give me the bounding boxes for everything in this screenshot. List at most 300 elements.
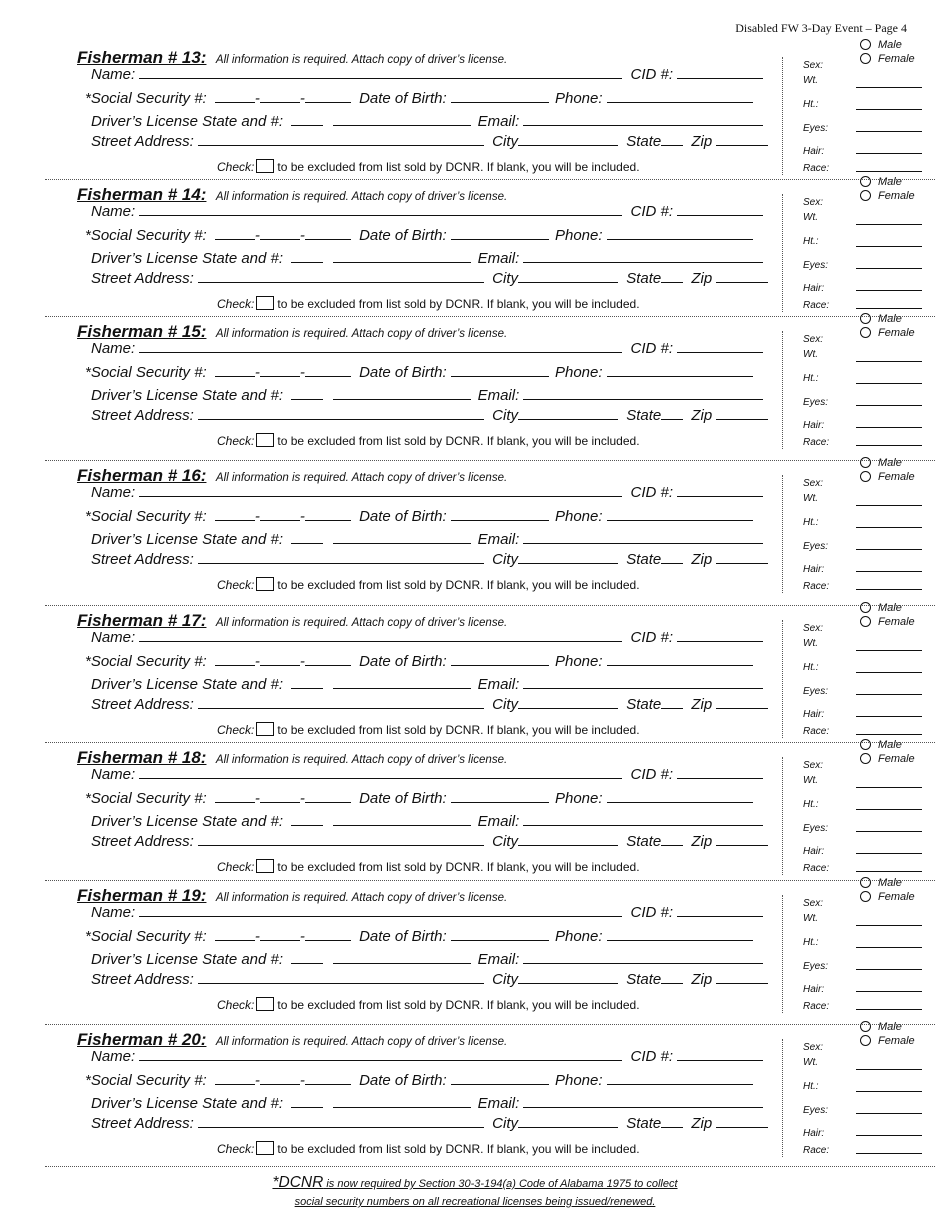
female-radio[interactable] [860, 327, 871, 338]
ht-label: Ht.: [803, 236, 819, 247]
dl-label: Driver’s License State and #: [91, 1095, 284, 1112]
zip-field[interactable] [716, 695, 768, 709]
street-field[interactable] [198, 406, 484, 420]
cid-field[interactable] [677, 903, 763, 917]
physical-description [800, 602, 935, 743]
dl-state-field[interactable] [291, 812, 323, 826]
male-option[interactable] [860, 313, 902, 325]
dl-label: Driver’s License State and #: [91, 531, 284, 548]
dl-label: Driver’s License State and #: [91, 113, 284, 130]
state-label: State [626, 407, 662, 424]
male-radio[interactable] [860, 176, 871, 187]
ssn-field-2[interactable] [260, 226, 300, 240]
ssn-field-2[interactable] [260, 507, 300, 521]
dl-state-field[interactable] [291, 249, 323, 263]
exclude-checkbox[interactable] [256, 997, 274, 1011]
street-field[interactable] [198, 695, 484, 709]
ssn-row: *Social Security #: - - Date of Birth: Phone: [85, 927, 753, 945]
phone-field[interactable] [607, 652, 753, 666]
zip-field[interactable] [716, 1114, 768, 1128]
zip-field[interactable] [716, 269, 768, 283]
name-field[interactable] [139, 202, 622, 216]
ht-field[interactable] [856, 383, 922, 384]
cid-field[interactable] [677, 65, 763, 79]
state-field[interactable] [661, 970, 683, 984]
ssn-field-1[interactable] [215, 789, 255, 803]
email-field[interactable] [523, 675, 763, 689]
section-number: Fisherman # 14: [77, 185, 207, 204]
city-field[interactable] [518, 832, 618, 846]
eyes-label: Eyes: [803, 260, 829, 271]
eyes-field[interactable] [856, 131, 922, 132]
dl-state-field[interactable] [291, 112, 323, 126]
ht-label: Ht.: [803, 517, 819, 528]
ht-field[interactable] [856, 809, 922, 810]
section-separator [45, 316, 935, 317]
street-field[interactable] [198, 1114, 484, 1128]
ssn-row: *Social Security #: - - Date of Birth: Phone: [85, 363, 753, 381]
exclude-row [217, 1141, 640, 1156]
hair-field[interactable] [856, 1135, 922, 1136]
section-note: All information is required. Attach copy of driver’s license. [215, 754, 508, 766]
male-option[interactable] [860, 39, 902, 51]
eyes-field[interactable] [856, 831, 922, 832]
name-field[interactable] [139, 903, 622, 917]
female-radio[interactable] [860, 753, 871, 764]
city-label: City [492, 971, 519, 988]
ssn-field-3[interactable] [305, 927, 351, 941]
hair-label: Hair: [803, 146, 825, 157]
female-option[interactable] [860, 190, 915, 202]
male-radio[interactable] [860, 313, 871, 324]
female-radio[interactable] [860, 616, 871, 627]
female-label: Female [878, 616, 915, 628]
ssn-field-1[interactable] [215, 927, 255, 941]
zip-label: Zip [691, 133, 713, 150]
dl-state-field[interactable] [291, 950, 323, 964]
dob-field[interactable] [451, 507, 549, 521]
zip-label: Zip [691, 551, 713, 568]
ssn-row: *Social Security #: - - Date of Birth: Phone: [85, 652, 753, 670]
female-radio[interactable] [860, 190, 871, 201]
name-row [91, 903, 763, 921]
male-option[interactable] [860, 602, 902, 614]
fisherman-section-5 [45, 602, 935, 743]
check-label: Check: [217, 998, 255, 1012]
hair-field[interactable] [856, 991, 922, 992]
dob-field[interactable] [451, 789, 549, 803]
female-option[interactable] [860, 616, 915, 628]
female-radio[interactable] [860, 53, 871, 64]
email-label: Email: [477, 387, 520, 404]
dl-number-field[interactable] [333, 249, 471, 263]
ssn-field-3[interactable] [305, 1071, 351, 1085]
email-field[interactable] [523, 249, 763, 263]
column-divider [782, 57, 783, 175]
ssn-field-1[interactable] [215, 363, 255, 377]
physical-description [800, 176, 935, 317]
check-text: to be excluded from list sold by DCNR. If blank, you will be included. [277, 160, 640, 174]
wt-field[interactable] [856, 925, 922, 926]
exclude-checkbox[interactable] [256, 577, 274, 591]
name-row [91, 483, 763, 501]
state-field[interactable] [661, 269, 683, 283]
email-label: Email: [477, 250, 520, 267]
dob-field[interactable] [451, 927, 549, 941]
name-label: Name: [91, 1048, 136, 1065]
female-option[interactable] [860, 891, 915, 903]
dob-label: Date of Birth: [359, 1072, 447, 1089]
phone-field[interactable] [607, 927, 753, 941]
state-field[interactable] [661, 832, 683, 846]
dl-number-field[interactable] [333, 112, 471, 126]
email-field[interactable] [523, 950, 763, 964]
eyes-field[interactable] [856, 268, 922, 269]
address-row [91, 832, 768, 850]
dl-row [91, 675, 763, 693]
ssn-label: *Social Security #: [85, 928, 207, 945]
dl-number-field[interactable] [333, 950, 471, 964]
dl-number-field[interactable] [333, 812, 471, 826]
city-label: City [492, 833, 519, 850]
section-separator [45, 179, 935, 180]
section-number: Fisherman # 17: [77, 611, 207, 630]
dob-label: Date of Birth: [359, 928, 447, 945]
ssn-label: *Social Security #: [85, 364, 207, 381]
sex-label: Sex: [803, 197, 824, 208]
dl-state-field[interactable] [291, 530, 323, 544]
city-field[interactable] [518, 269, 618, 283]
cid-label: CID #: [630, 629, 674, 646]
dl-state-field[interactable] [291, 1094, 323, 1108]
race-field[interactable] [856, 308, 922, 309]
phone-label: Phone: [554, 1072, 603, 1089]
race-field[interactable] [856, 1009, 922, 1010]
exclude-checkbox[interactable] [256, 859, 274, 873]
cid-field[interactable] [677, 339, 763, 353]
check-text: to be excluded from list sold by DCNR. If blank, you will be included. [277, 297, 640, 311]
street-label: Street Address: [91, 551, 194, 568]
ht-field[interactable] [856, 672, 922, 673]
email-field[interactable] [523, 1094, 763, 1108]
ssn-field-1[interactable] [215, 652, 255, 666]
street-field[interactable] [198, 132, 484, 146]
dl-row [91, 1094, 763, 1112]
zip-field[interactable] [716, 406, 768, 420]
male-radio[interactable] [860, 877, 871, 888]
race-field[interactable] [856, 445, 922, 446]
eyes-field[interactable] [856, 969, 922, 970]
female-option[interactable] [860, 327, 915, 339]
check-text: to be excluded from list sold by DCNR. If blank, you will be included. [277, 860, 640, 874]
zip-label: Zip [691, 1115, 713, 1132]
female-radio[interactable] [860, 471, 871, 482]
column-divider [782, 475, 783, 593]
exclude-checkbox[interactable] [256, 159, 274, 173]
ssn-field-2[interactable] [260, 652, 300, 666]
exclude-checkbox[interactable] [256, 1141, 274, 1155]
ht-field[interactable] [856, 1091, 922, 1092]
ssn-field-1[interactable] [215, 89, 255, 103]
state-field[interactable] [661, 132, 683, 146]
ssn-field-1[interactable] [215, 507, 255, 521]
race-field[interactable] [856, 871, 922, 872]
ht-field[interactable] [856, 109, 922, 110]
male-option[interactable] [860, 176, 902, 188]
address-row [91, 132, 768, 150]
check-label: Check: [217, 297, 255, 311]
sex-label: Sex: [803, 1042, 824, 1053]
city-field[interactable] [518, 1114, 618, 1128]
hair-field[interactable] [856, 153, 922, 154]
section-number: Fisherman # 16: [77, 466, 207, 485]
dob-field[interactable] [451, 652, 549, 666]
wt-field[interactable] [856, 1069, 922, 1070]
exclude-row [217, 859, 640, 874]
cid-field[interactable] [677, 765, 763, 779]
street-field[interactable] [198, 269, 484, 283]
physical-description [800, 313, 935, 454]
dl-row [91, 112, 763, 130]
dob-field[interactable] [451, 1071, 549, 1085]
ssn-label: *Social Security #: [85, 227, 207, 244]
eyes-field[interactable] [856, 1113, 922, 1114]
female-label: Female [878, 1035, 915, 1047]
male-radio[interactable] [860, 1021, 871, 1032]
phone-field[interactable] [607, 507, 753, 521]
state-field[interactable] [661, 550, 683, 564]
female-option[interactable] [860, 471, 915, 483]
ssn-field-2[interactable] [260, 1071, 300, 1085]
race-label: Race: [803, 300, 830, 311]
name-label: Name: [91, 484, 136, 501]
race-field[interactable] [856, 734, 922, 735]
wt-field[interactable] [856, 650, 922, 651]
city-field[interactable] [518, 970, 618, 984]
exclude-row [217, 296, 640, 311]
dl-state-field[interactable] [291, 675, 323, 689]
name-field[interactable] [139, 765, 622, 779]
wt-field[interactable] [856, 361, 922, 362]
state-label: State [626, 1115, 662, 1132]
name-field[interactable] [139, 483, 622, 497]
check-label: Check: [217, 1142, 255, 1156]
female-radio[interactable] [860, 1035, 871, 1046]
phone-label: Phone: [554, 790, 603, 807]
email-field[interactable] [523, 530, 763, 544]
female-option[interactable] [860, 53, 915, 65]
wt-field[interactable] [856, 787, 922, 788]
ssn-field-2[interactable] [260, 363, 300, 377]
wt-field[interactable] [856, 87, 922, 88]
ht-field[interactable] [856, 947, 922, 948]
city-field[interactable] [518, 132, 618, 146]
exclude-checkbox[interactable] [256, 433, 274, 447]
check-label: Check: [217, 434, 255, 448]
ht-label: Ht.: [803, 662, 819, 673]
street-label: Street Address: [91, 1115, 194, 1132]
name-row [91, 765, 763, 783]
email-field[interactable] [523, 112, 763, 126]
ht-label: Ht.: [803, 1081, 819, 1092]
ssn-field-3[interactable] [305, 507, 351, 521]
male-radio[interactable] [860, 739, 871, 750]
city-field[interactable] [518, 550, 618, 564]
check-label: Check: [217, 160, 255, 174]
footer-text-2: social security numbers on all recreational licenses being issued/renewed. [294, 1196, 656, 1208]
phone-field[interactable] [607, 1071, 753, 1085]
ssn-field-3[interactable] [305, 789, 351, 803]
email-label: Email: [477, 531, 520, 548]
race-field[interactable] [856, 1153, 922, 1154]
female-label: Female [878, 327, 915, 339]
section-note: All information is required. Attach copy of driver’s license. [215, 328, 508, 340]
exclude-checkbox[interactable] [256, 296, 274, 310]
dob-label: Date of Birth: [359, 790, 447, 807]
dl-label: Driver’s License State and #: [91, 951, 284, 968]
ssn-row: *Social Security #: - - Date of Birth: Phone: [85, 507, 753, 525]
name-field[interactable] [139, 1047, 622, 1061]
ssn-field-3[interactable] [305, 89, 351, 103]
city-label: City [492, 133, 519, 150]
ssn-field-1[interactable] [215, 226, 255, 240]
exclude-checkbox[interactable] [256, 722, 274, 736]
dob-field[interactable] [451, 89, 549, 103]
dl-state-field[interactable] [291, 386, 323, 400]
check-label: Check: [217, 860, 255, 874]
cid-label: CID #: [630, 203, 674, 220]
ssn-row: *Social Security #: - - Date of Birth: Phone: [85, 226, 753, 244]
street-field[interactable] [198, 550, 484, 564]
dob-field[interactable] [451, 226, 549, 240]
state-field[interactable] [661, 406, 683, 420]
section-separator [45, 1024, 935, 1025]
exclude-row [217, 159, 640, 174]
dl-number-field[interactable] [333, 386, 471, 400]
dl-number-field[interactable] [333, 675, 471, 689]
male-option[interactable] [860, 457, 902, 469]
cid-field[interactable] [677, 628, 763, 642]
race-label: Race: [803, 863, 830, 874]
address-row [91, 970, 768, 988]
check-text: to be excluded from list sold by DCNR. If blank, you will be included. [277, 434, 640, 448]
female-option[interactable] [860, 753, 915, 765]
ssn-field-2[interactable] [260, 89, 300, 103]
section-separator [45, 460, 935, 461]
male-radio[interactable] [860, 457, 871, 468]
cid-field[interactable] [677, 1047, 763, 1061]
cid-field[interactable] [677, 202, 763, 216]
dob-field[interactable] [451, 363, 549, 377]
zip-field[interactable] [716, 832, 768, 846]
street-field[interactable] [198, 832, 484, 846]
ssn-field-3[interactable] [305, 226, 351, 240]
ht-field[interactable] [856, 246, 922, 247]
section-number: Fisherman # 19: [77, 886, 207, 905]
fisherman-section-3 [45, 313, 935, 454]
physical-description [800, 877, 935, 1018]
hair-field[interactable] [856, 427, 922, 428]
state-label: State [626, 133, 662, 150]
column-divider [782, 194, 783, 312]
wt-field[interactable] [856, 224, 922, 225]
phone-field[interactable] [607, 789, 753, 803]
eyes-field[interactable] [856, 405, 922, 406]
check-text: to be excluded from list sold by DCNR. If blank, you will be included. [277, 723, 640, 737]
name-field[interactable] [139, 65, 622, 79]
street-field[interactable] [198, 970, 484, 984]
ssn-field-3[interactable] [305, 363, 351, 377]
dl-number-field[interactable] [333, 1094, 471, 1108]
eyes-field[interactable] [856, 694, 922, 695]
name-label: Name: [91, 629, 136, 646]
male-option[interactable] [860, 877, 902, 889]
zip-field[interactable] [716, 132, 768, 146]
dl-number-field[interactable] [333, 530, 471, 544]
street-label: Street Address: [91, 971, 194, 988]
male-radio[interactable] [860, 39, 871, 50]
ht-field[interactable] [856, 527, 922, 528]
female-option[interactable] [860, 1035, 915, 1047]
phone-field[interactable] [607, 89, 753, 103]
eyes-field[interactable] [856, 549, 922, 550]
wt-field[interactable] [856, 505, 922, 506]
state-field[interactable] [661, 695, 683, 709]
race-field[interactable] [856, 589, 922, 590]
name-field[interactable] [139, 628, 622, 642]
female-radio[interactable] [860, 891, 871, 902]
city-field[interactable] [518, 695, 618, 709]
ssn-field-1[interactable] [215, 1071, 255, 1085]
column-divider [782, 895, 783, 1013]
male-radio[interactable] [860, 602, 871, 613]
eyes-label: Eyes: [803, 541, 829, 552]
phone-field[interactable] [607, 363, 753, 377]
cid-field[interactable] [677, 483, 763, 497]
race-field[interactable] [856, 171, 922, 172]
email-field[interactable] [523, 812, 763, 826]
email-field[interactable] [523, 386, 763, 400]
name-field[interactable] [139, 339, 622, 353]
eyes-label: Eyes: [803, 686, 829, 697]
zip-field[interactable] [716, 550, 768, 564]
hair-field[interactable] [856, 853, 922, 854]
zip-label: Zip [691, 407, 713, 424]
state-field[interactable] [661, 1114, 683, 1128]
hair-field[interactable] [856, 571, 922, 572]
ssn-field-2[interactable] [260, 789, 300, 803]
ssn-field-3[interactable] [305, 652, 351, 666]
check-label: Check: [217, 578, 255, 592]
wt-label: Wt. [803, 212, 818, 223]
hair-field[interactable] [856, 290, 922, 291]
race-label: Race: [803, 1001, 830, 1012]
female-label: Female [878, 891, 915, 903]
ssn-field-2[interactable] [260, 927, 300, 941]
phone-label: Phone: [554, 90, 603, 107]
eyes-label: Eyes: [803, 961, 829, 972]
phone-field[interactable] [607, 226, 753, 240]
zip-field[interactable] [716, 970, 768, 984]
fisherman-section-6 [45, 739, 935, 880]
city-field[interactable] [518, 406, 618, 420]
race-label: Race: [803, 437, 830, 448]
hair-field[interactable] [856, 716, 922, 717]
male-option[interactable] [860, 739, 902, 751]
male-option[interactable] [860, 1021, 902, 1033]
section-number: Fisherman # 20: [77, 1030, 207, 1049]
footer-line-2 [0, 1193, 950, 1208]
